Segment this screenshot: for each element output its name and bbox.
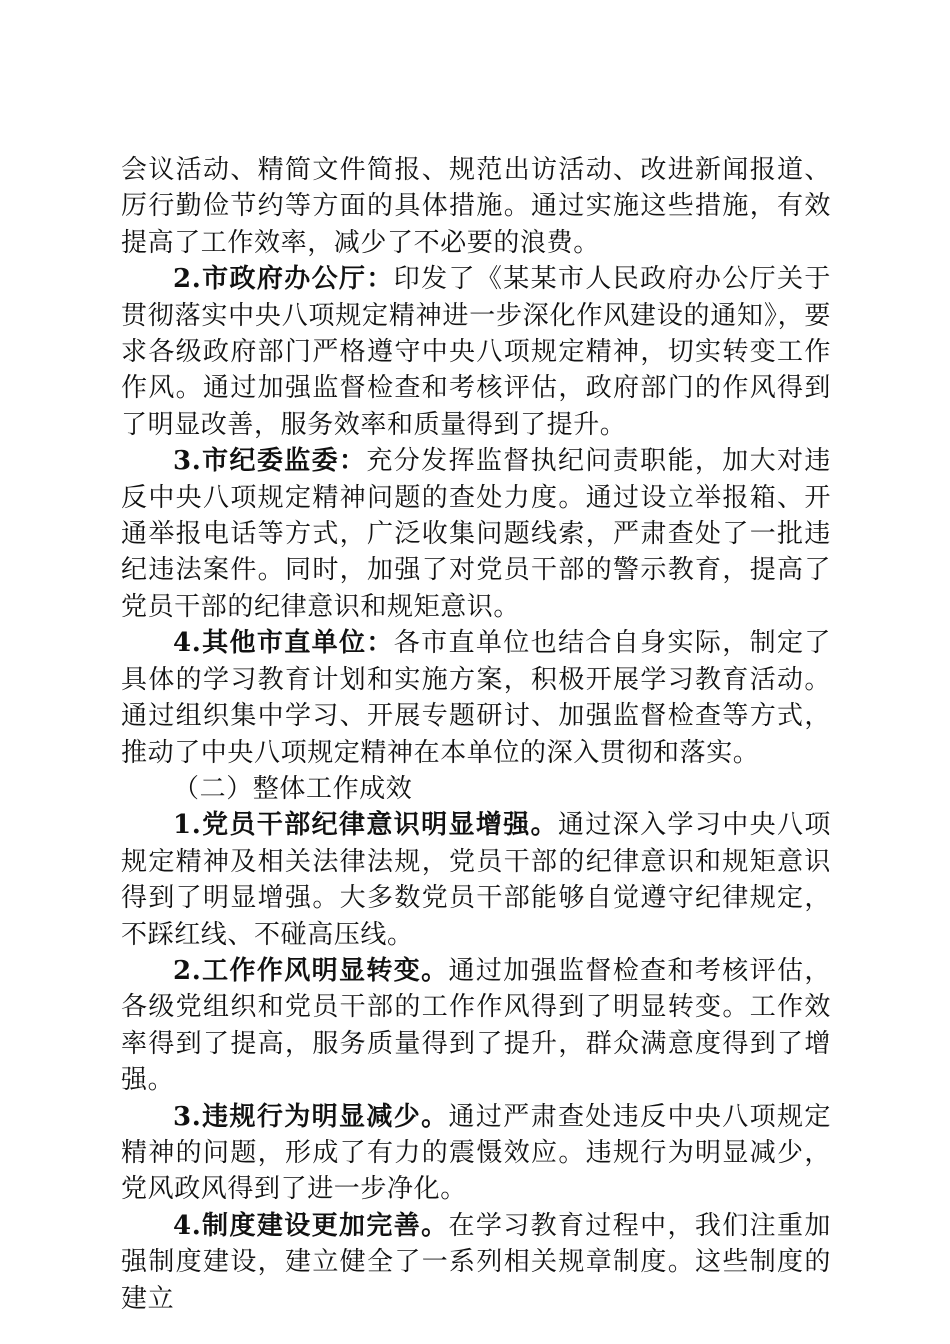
result-violations-reduced [121,1099,831,1208]
paragraph-text: 印发了《某某市人民政府办公厅关于贯彻落实中央八项规定精神进一步深化作风建设的通知》，要求各级政府部门严格遵守中央八项规定精神，切实转变工作作风。通过加强监督检查和考核评估，政府部门的作风得到了明显改善，服务效率和质量得到了提升。 [121,264,831,440]
paragraph-discipline-commission [121,443,831,625]
result-label: 2.工作作风明显转变。 [173,955,449,986]
paragraph-text: 会议活动、精简文件简报、规范出访活动、改进新闻报道、厉行勤俭节约等方面的具体措施。通过实施这些措施，有效提高了工作效率，减少了不必要的浪费。 [121,155,831,258]
result-text: 通过严肃查处违反中央八项规定精神的问题，形成了有力的震慑效应。违规行为明显减少，党风政风得到了进一步净化。 [121,1101,832,1205]
result-system-building [121,1208,831,1317]
paragraph-city-govt-office [121,261,831,443]
document-page [121,152,831,1317]
paragraph-label: 2.市政府办公厅： [173,264,394,295]
paragraph-other-units [121,625,831,771]
paragraph-label: 3.市纪委监委： [173,446,367,477]
paragraph-text: 充分发挥监督执纪问责职能，加大对违反中央八项规定精神问题的查处力度。通过设立举报箱、开通举报电话等方式，广泛收集问题线索，严肃查处了一批违纪违法案件。同时，加强了对党员干部的警示教育，提高了党员干部的纪律意识和规矩意识。 [121,446,831,622]
paragraph-label: 4.其他市直单位： [173,628,394,659]
result-text: 通过加强监督检查和考核评估，各级党组织和党员干部的工作作风得到了明显转变。工作效率得到了提高，服务质量得到了提升，群众满意度得到了增强。 [121,955,832,1096]
result-label: 4.制度建设更加完善。 [173,1210,449,1241]
result-label: 1.党员干部纪律意识明显增强。 [173,810,558,841]
result-text: 通过深入学习中央八项规定精神及相关法律法规，党员干部的纪律意识和规矩意识得到了明显增强。大多数党员干部能够自觉遵守纪律规定，不踩红线、不碰高压线。 [121,810,831,950]
section-heading: （二）整体工作成效 [173,773,413,804]
result-work-style [121,953,831,1099]
result-discipline-awareness [121,807,831,953]
paragraph-text: 各市直单位也结合自身实际，制定了具体的学习教育计划和实施方案，积极开展学习教育活动。通过组织集中学习、开展专题研讨、加强监督检查等方式，推动了中央八项规定精神在本单位的深入贯彻和落实。 [121,628,831,768]
result-text: 在学习教育过程中，我们注重加强制度建设，建立健全了一系列相关规章制度。这些制度的建立 [121,1210,832,1314]
result-label: 3.违规行为明显减少。 [173,1101,449,1132]
paragraph-continued [121,152,831,261]
